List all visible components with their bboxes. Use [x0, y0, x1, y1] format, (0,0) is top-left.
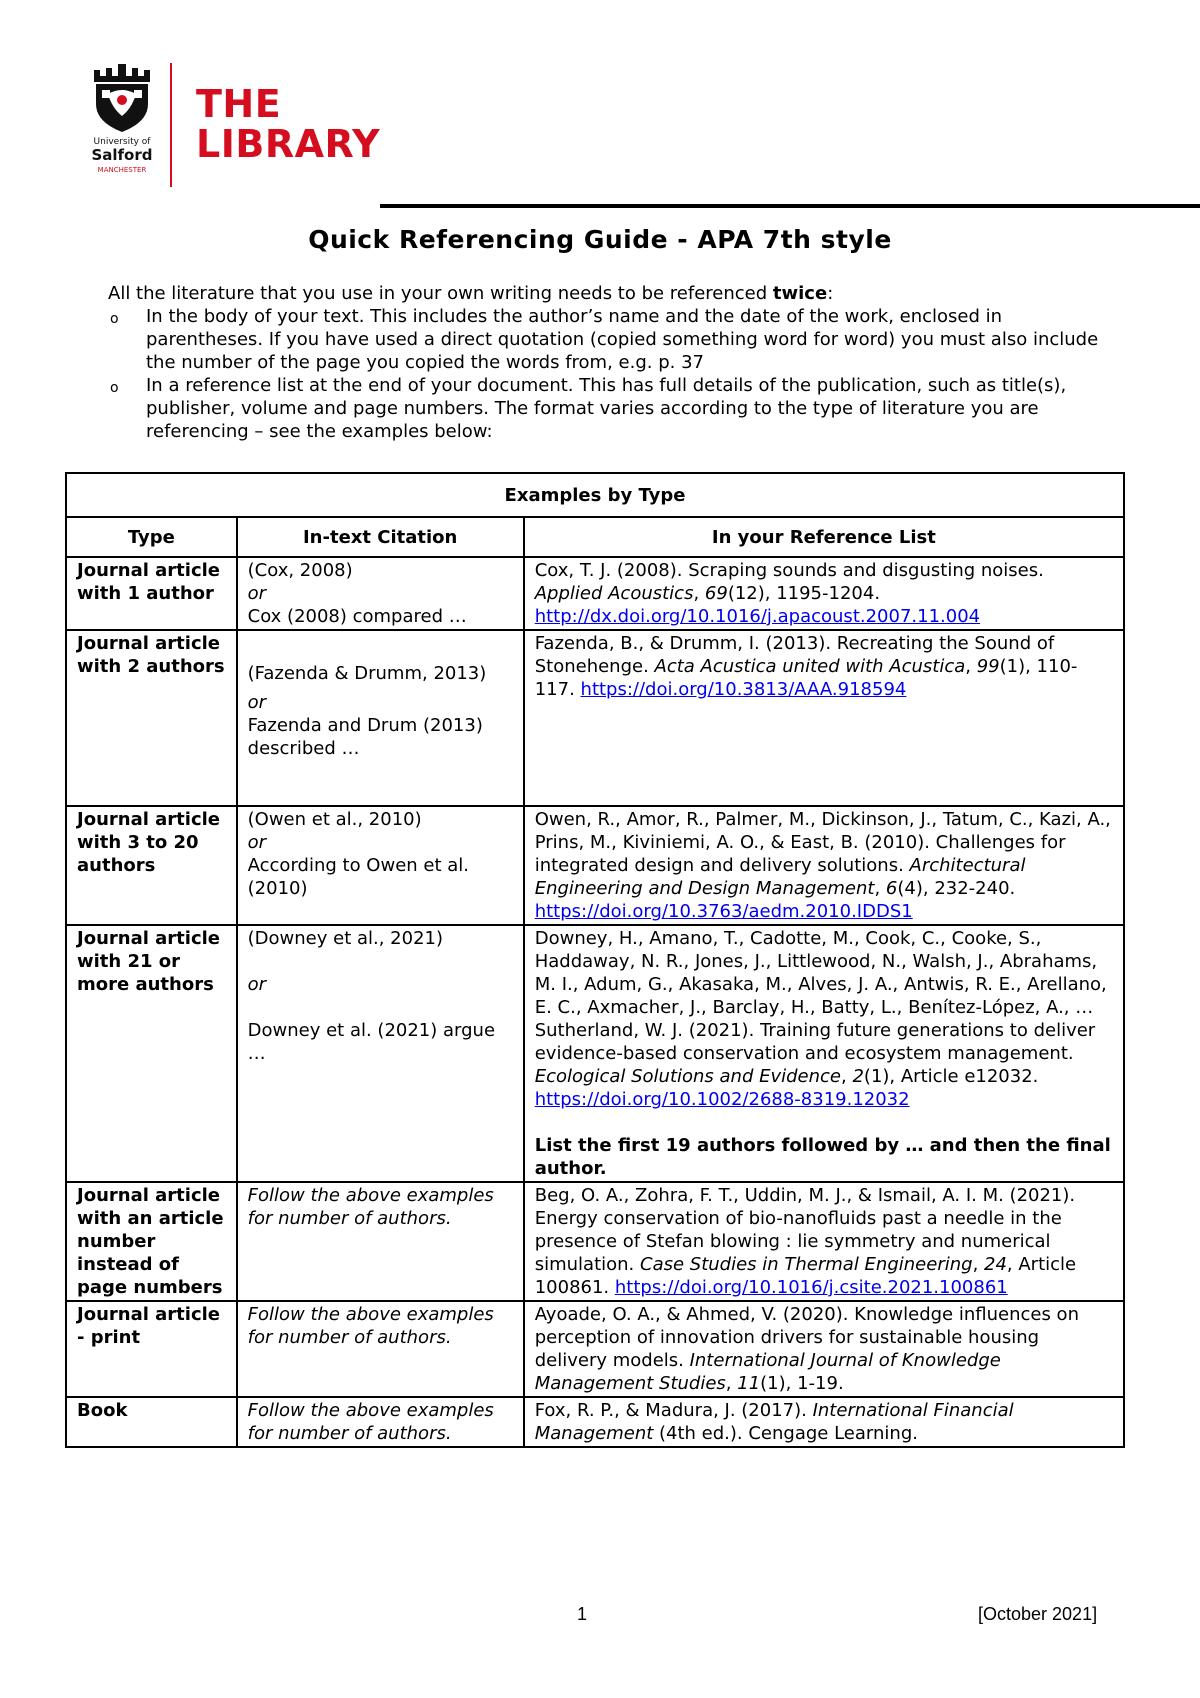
row-citation: [237, 806, 524, 925]
crest-line1: University of: [93, 137, 151, 147]
row-citation: Follow the above examples for number of authors.: [237, 1301, 524, 1397]
footer-date: [October 2021]: [978, 1604, 1098, 1624]
ref-volume: 2: [852, 1066, 864, 1087]
table-row: [66, 557, 1124, 630]
citation-or: or: [247, 832, 267, 853]
ref-text: (4), 232-240.: [897, 878, 1016, 899]
crest-line3: MANCHESTER: [97, 166, 147, 174]
intro-lead: [108, 282, 1108, 305]
intro-bullet-2-text: In a reference list at the end of your document. This has full details of the publication, such as title(s), publisher, volume and page numbers. The format varies according to the type of literature you are referencing – see the examples below:: [146, 375, 1067, 442]
intro-lead-bold: twice: [772, 283, 828, 304]
intro-bullet-1-text: In the body of your text. This includes the author’s name and the date of the work, enclosed in parentheses. If you have used a direct quotation (copied something word for word) you must also include the number of the page you copied the words from, e.g. p. 37: [146, 306, 1099, 373]
reference-table: [65, 472, 1125, 1448]
ref-text: Cox, T. J. (2008). Scraping sounds and disgusting noises.: [534, 560, 1044, 581]
ref-text: ,: [693, 583, 705, 604]
ref-text: Downey, H., Amano, T., Cadotte, M., Cook, C., Cooke, S., Haddaway, N. R., Jones, J., Littlewood, N., Walsh, J., Abrahams, M. I., Adum, G., Akasaka, M., Alves, J. A., Antwis, R. E., Arellano, E. C., Axmacher, J., Barclay, H., Batty, L., Benítez-López, A., … Sutherland, W. J. (2021). Training future generations to deliver evidence-based conservation and ecosystem management.: [534, 928, 1107, 1064]
row-reference: [524, 925, 1124, 1182]
row-type: Book: [66, 1397, 237, 1447]
ref-journal: Ecological Solutions and Evidence: [534, 1066, 842, 1087]
ref-text: Fazenda, B., & Drumm, I. (2013). Recreating the Sound of Stonehenge.: [534, 633, 1055, 677]
library-line1: THE: [196, 82, 282, 126]
intro-lead-colon: :: [827, 283, 834, 304]
ref-doi-link[interactable]: https://doi.org/10.3813/AAA.918594: [580, 679, 907, 700]
intro-lead-text: All the literature that you use in your own writing needs to be referenced: [108, 283, 773, 304]
ref-volume: 11: [737, 1373, 761, 1394]
ref-volume: 6: [885, 878, 898, 899]
row-type: Journal article with 3 to 20 authors: [66, 806, 237, 925]
table-title-row: [66, 473, 1124, 517]
citation-narrative: Cox (2008) compared …: [247, 606, 467, 627]
row-reference: [524, 1182, 1124, 1301]
row-citation: [237, 630, 524, 806]
citation-parenthetical: (Cox, 2008): [247, 560, 353, 581]
row-citation: Follow the above examples for number of authors.: [237, 1182, 524, 1301]
table-title: Examples by Type: [66, 473, 1124, 517]
ref-note: List the first 19 authors followed by … and then the final author.: [534, 1135, 1111, 1179]
table-row: [66, 806, 1124, 925]
ref-journal: Applied Acoustics: [534, 583, 694, 604]
table-header-row: [66, 517, 1124, 557]
intro: [108, 282, 1108, 443]
citation-parenthetical: (Owen et al., 2010): [247, 809, 422, 830]
bullet-mark: o: [110, 380, 119, 396]
citation-narrative: Downey et al. (2021) argue …: [247, 1020, 496, 1064]
row-type: Journal article with an article number instead of page numbers: [66, 1182, 237, 1301]
row-citation: Follow the above examples for number of authors.: [237, 1397, 524, 1447]
ref-doi-link[interactable]: https://doi.org/10.1016/j.csite.2021.100861: [614, 1277, 1008, 1298]
ref-text: (4th ed.). Cengage Learning.: [653, 1423, 918, 1444]
ref-text: Beg, O. A., Zohra, F. T., Uddin, M. J., & Ismail, A. I. M. (2021). Energy conservation of bio-nanofluids past a needle in the presence of Stefan blowing : lie symmetry and numerical simulation.: [534, 1185, 1076, 1275]
row-type: Journal article with 21 or more authors: [66, 925, 237, 1182]
header-type: Type: [66, 517, 237, 557]
row-reference: [524, 806, 1124, 925]
citation-parenthetical: (Downey et al., 2021): [247, 928, 443, 949]
ref-text: Fox, R. P., & Madura, J. (2017).: [534, 1400, 813, 1421]
ref-text: Owen, R., Amor, R., Palmer, M., Dickinson, J., Tatum, C., Kazi, A., Prins, M., Kiviniemi, A. O., & East, B. (2010). Challenges for integrated design and delivery solutions.: [534, 809, 1111, 876]
citation-parenthetical: (Fazenda & Drumm, 2013): [247, 663, 487, 684]
ref-text: (1), Article e12032.: [863, 1066, 1039, 1087]
ref-text: (1), 1-19.: [760, 1373, 844, 1394]
ref-text: Ayoade, O. A., & Ahmed, V. (2020). Knowledge influences on perception of innovation drivers for sustainable housing delivery models.: [534, 1304, 1079, 1371]
ref-volume: 24: [984, 1254, 1007, 1275]
row-type: Journal article with 2 authors: [66, 630, 237, 806]
ref-journal: Case Studies in Thermal Engineering: [640, 1254, 973, 1275]
citation-or: or: [247, 583, 267, 604]
library-line2: LIBRARY: [196, 122, 381, 166]
ref-text: ,: [874, 878, 886, 899]
library-wordmark: [196, 84, 380, 164]
table-row: [66, 925, 1124, 1182]
ref-text: ,: [725, 1373, 738, 1394]
page-title: Quick Referencing Guide - APA 7th style: [308, 225, 892, 254]
ref-volume: 99: [976, 656, 1000, 677]
ref-text: ,: [972, 1254, 985, 1275]
row-reference: [524, 630, 1124, 806]
row-type: Journal article - print: [66, 1301, 237, 1397]
header-rule: [380, 204, 1200, 208]
citation-narrative: Fazenda and Drum (2013) described …: [247, 715, 483, 759]
ref-journal: International Journal of Knowledge Management Studies: [534, 1350, 1001, 1394]
ref-volume: 69: [704, 583, 728, 604]
logo-divider: [170, 63, 172, 187]
table-row: [66, 630, 1124, 806]
ref-doi-link[interactable]: http://dx.doi.org/10.1016/j.apacoust.2007.11.004: [534, 606, 981, 627]
table-row: [66, 1397, 1124, 1447]
ref-journal: Architectural Engineering and Design Management: [534, 855, 1026, 899]
row-citation: [237, 557, 524, 630]
page-number: 1: [577, 1604, 588, 1624]
row-reference: [524, 557, 1124, 630]
ref-text: ,: [841, 1066, 853, 1087]
citation-or: or: [247, 974, 267, 995]
intro-bullet-2: [108, 374, 1108, 443]
university-crest-icon: [88, 60, 156, 180]
citation-narrative: According to Owen et al. (2010): [247, 855, 470, 899]
ref-doi-link[interactable]: https://doi.org/10.1002/2688-8319.12032: [534, 1089, 910, 1110]
ref-text: (12), 1195-1204.: [727, 583, 881, 604]
table-row: [66, 1182, 1124, 1301]
row-type: Journal article with 1 author: [66, 557, 237, 630]
intro-bullet-1: [108, 305, 1108, 374]
row-reference: [524, 1397, 1124, 1447]
bullet-mark: o: [110, 311, 119, 327]
library-logo: [88, 60, 388, 190]
row-citation: [237, 925, 524, 1182]
citation-or: or: [247, 692, 267, 713]
ref-text: ,: [965, 656, 977, 677]
header-reference-list: In your Reference List: [524, 517, 1124, 557]
ref-doi-link[interactable]: https://doi.org/10.3763/aedm.2010.IDDS1: [534, 901, 913, 922]
header-in-text-citation: In-text Citation: [237, 517, 524, 557]
ref-journal: Acta Acustica united with Acustica: [654, 656, 966, 677]
ref-text: (1), 110-117.: [534, 656, 1078, 700]
row-reference: [524, 1301, 1124, 1397]
table-row: [66, 1301, 1124, 1397]
ref-book-title: International Financial Management: [534, 1400, 1014, 1444]
ref-text: , Article 100861.: [534, 1254, 1077, 1298]
crest-line2: Salford: [91, 146, 153, 164]
